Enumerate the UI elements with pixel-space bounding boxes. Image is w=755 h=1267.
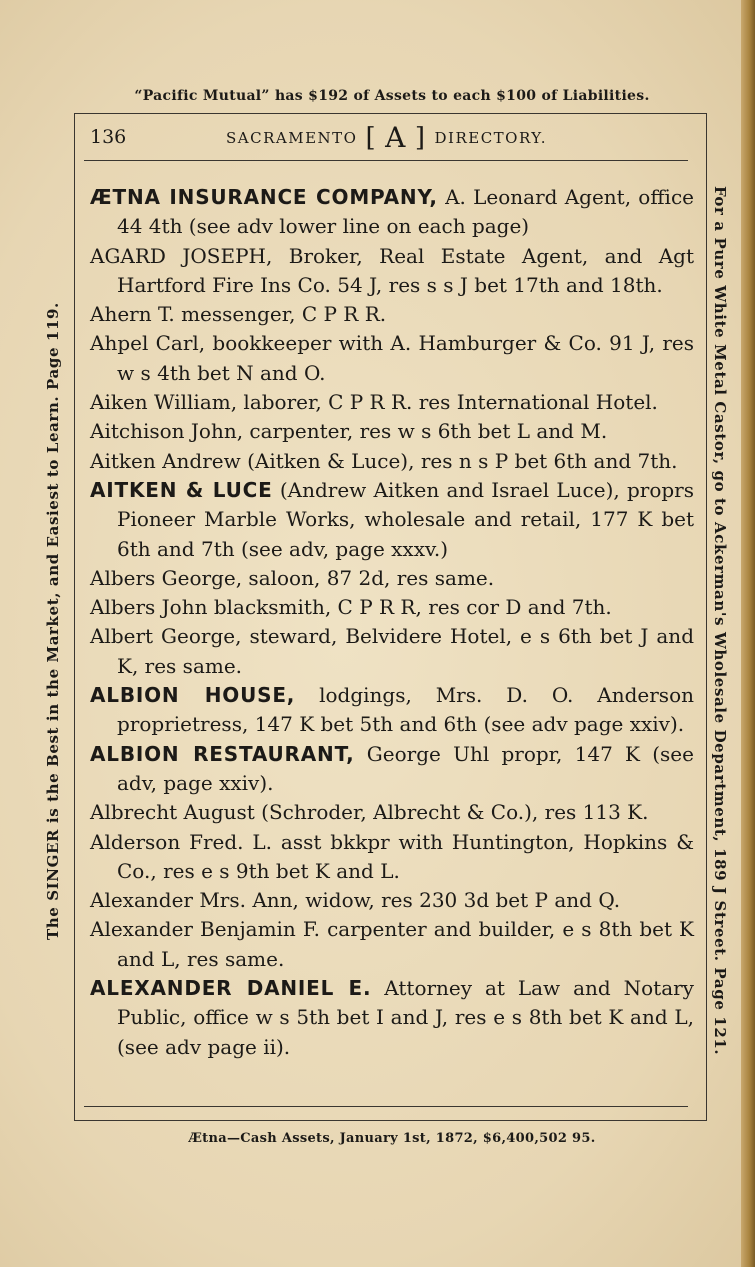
left-side-advertisement: The SINGER is the Best in the Market, and Easiest to Learn. Page 119. [44, 302, 62, 940]
running-title-left: SACRAMENTO [226, 129, 358, 147]
directory-entry [90, 915, 694, 974]
directory-entry [90, 593, 694, 622]
header-rule [84, 160, 688, 161]
directory-entry [90, 974, 694, 1062]
entry-text: (Andrew Aitken and Israel Luce), proprs Pioneer Marble Works, wholesale and retail, 177 K bet 6th and 7th (see adv, page xxxv.) [117, 477, 695, 561]
book-spine-edge [741, 0, 755, 1267]
directory-entry [90, 681, 694, 740]
directory-entry [90, 447, 694, 476]
entry-text: Alexander Mrs. Ann, widow, res 230 3d bet P and Q. [90, 888, 621, 913]
right-side-advertisement: For a Pure White Metal Castor, go to Ackerman's Wholesale Department, 189 J Street. Page 121. [711, 186, 729, 1056]
directory-entry [90, 886, 694, 915]
section-letter: A [385, 121, 407, 154]
entry-text: Ahern T. messenger, C P R R. [90, 302, 387, 327]
top-advertisement: “Pacific Mutual” has $192 of Assets to each $100 of Liabilities. [134, 88, 650, 104]
entry-text: Alderson Fred. L. asst bkkpr with Huntington, Hopkins & Co., res e s 9th bet K and L. [90, 829, 694, 883]
entry-text: Albers John blacksmith, C P R R, res cor D and 7th. [90, 595, 612, 620]
directory-entry [90, 798, 694, 827]
directory-entry [90, 329, 694, 388]
entry-text: George Uhl propr, 147 K (see adv, page xxiv). [117, 741, 694, 795]
directory-entry [90, 183, 694, 242]
bracket-open: [ [365, 123, 378, 153]
entry-text: Attorney at Law and Notary Public, office w s 5th bet I and J, res e s 8th bet K and L, (see adv page ii). [117, 976, 694, 1059]
directory-entry [90, 300, 694, 329]
entry-text: Ahpel Carl, bookkeeper with A. Hamburger & Co. 91 J, res w s 4th bet N and O. [90, 331, 694, 385]
directory-entry [90, 242, 694, 301]
directory-entry [90, 828, 694, 887]
entry-text: Albers George, saloon, 87 2d, res same. [90, 565, 495, 590]
footer-rule [84, 1106, 688, 1107]
directory-entry [90, 388, 694, 417]
entry-text: Albrecht August (Schroder, Albrecht & Co.), res 113 K. [90, 800, 649, 825]
entry-text: Aiken William, laborer, C P R R. res International Hotel. [90, 390, 658, 415]
directory-entry [90, 622, 694, 681]
entry-heading: ÆTNA INSURANCE COMPANY, [90, 185, 438, 209]
bottom-advertisement: Ætna—Cash Assets, January 1st, 1872, $6,400,502 95. [188, 1131, 596, 1146]
entry-text: Alexander Benjamin F. carpenter and builder, e s 8th bet K and L, res same. [90, 917, 694, 971]
entry-heading: ALEXANDER DANIEL E. [90, 976, 372, 1001]
entry-heading: AITKEN & LUCE [90, 477, 273, 502]
bracket-close: ] [414, 123, 427, 153]
running-title-right: DIRECTORY. [434, 129, 548, 147]
entry-text: AGARD JOSEPH, Broker, Real Estate Agent, and Agt Hartford Fire Ins Co. 54 J, res s s J bet 17th and 18th. [90, 243, 694, 297]
directory-entry [90, 476, 694, 564]
entry-heading: ALBION RESTAURANT, [90, 741, 355, 766]
directory-entry [90, 417, 694, 446]
directory-entry [90, 740, 694, 799]
directory-entries [90, 183, 694, 1062]
entry-text: Aitchison John, carpenter, res w s 6th bet L and M. [90, 419, 608, 444]
entry-heading: ALBION HOUSE, [90, 683, 296, 708]
entry-text: A. Leonard Agent, office 44 4th (see adv lower line on each page) [117, 185, 694, 239]
entry-text: Albert George, steward, Belvidere Hotel, e s 6th bet J and K, res same. [90, 624, 694, 678]
page-number: 136 [90, 126, 127, 148]
entry-text: Aitken Andrew (Aitken & Luce), res n s P bet 6th and 7th. [90, 448, 678, 473]
directory-entry [90, 564, 694, 593]
entry-text: lodgings, Mrs. D. O. Anderson proprietress, 147 K bet 5th and 6th (see adv page xxiv). [117, 683, 694, 737]
running-title [226, 121, 548, 154]
